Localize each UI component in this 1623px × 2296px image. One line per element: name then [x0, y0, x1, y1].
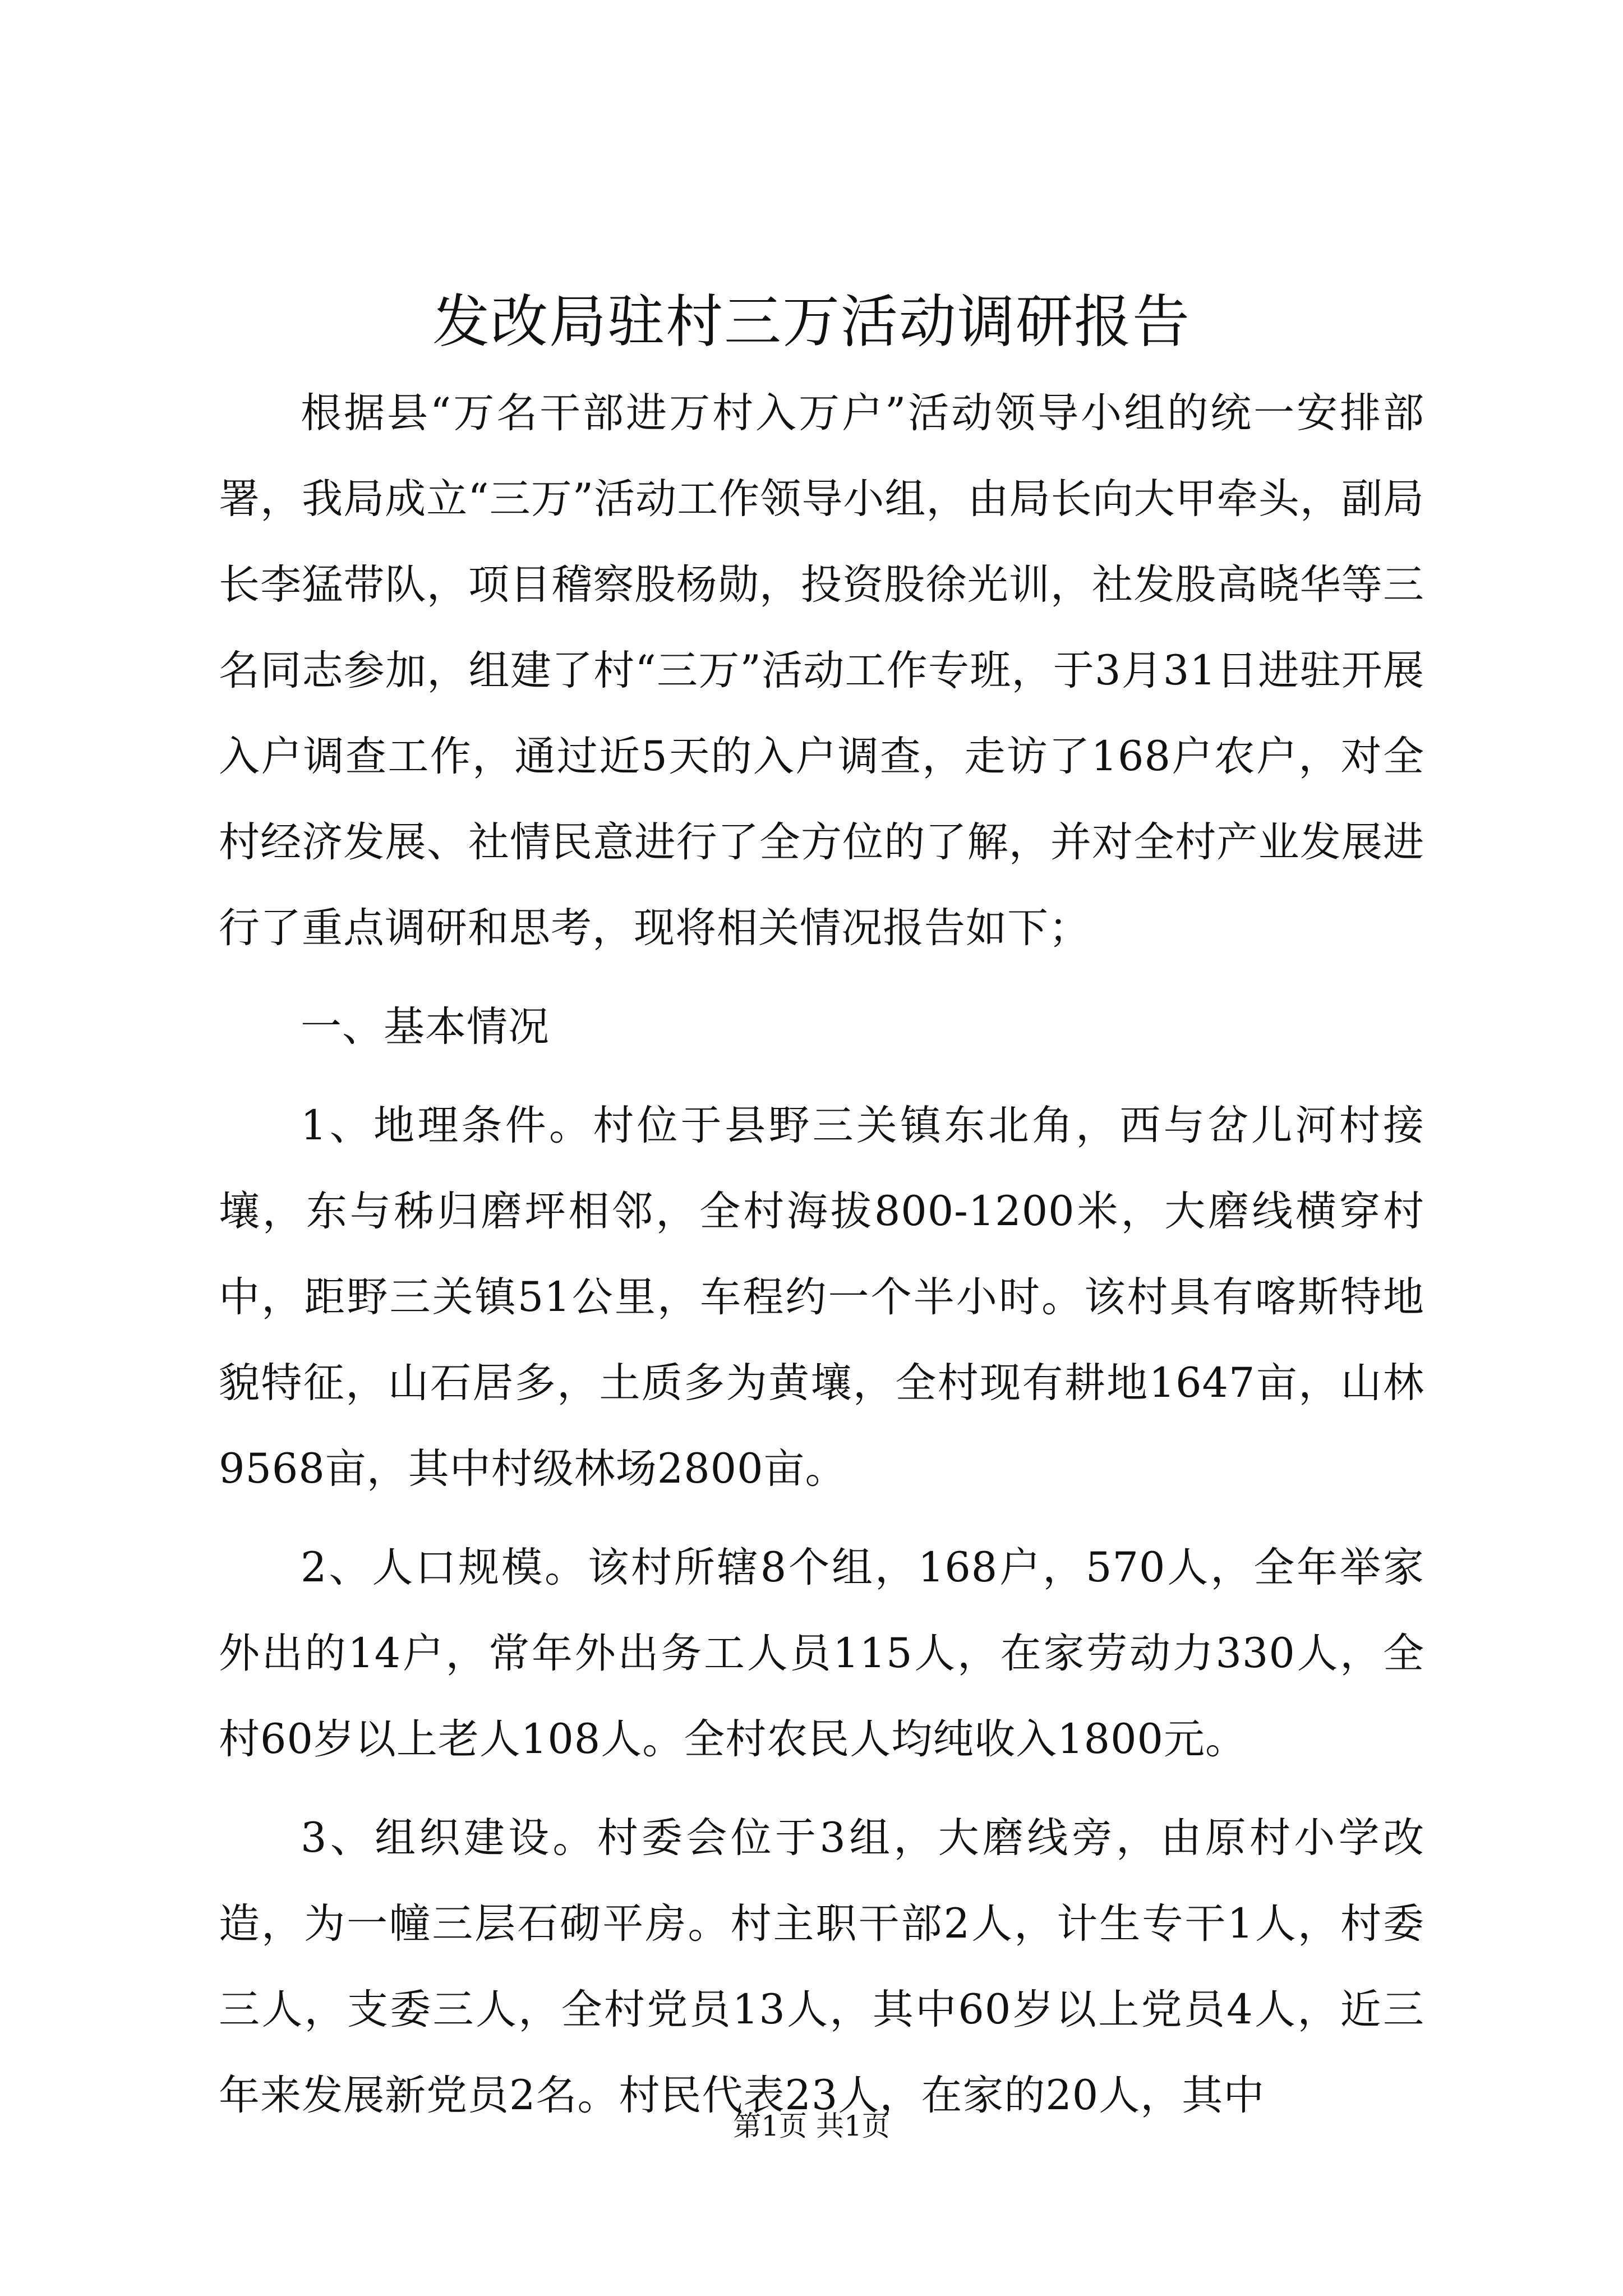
paragraph-geography: 1、地理条件。村位于县野三关镇东北角，西与岔儿河村接壤，东与秭归磨坪相邻，全村海拔800-1200米，大磨线横穿村中，距野三关镇51公里，车程约一个半小时。该村具有喀斯特地貌特征，山石居多，土质多为黄壤，全村现有耕地1647亩，山林9568亩，其中村级林场2800亩。 — [219, 1102, 1424, 1493]
paragraph-intro: 根据县“万名干部进万村入万户”活动领导小组的统一安排部署，我局成立“三万”活动工作领导小组，由局长向大甲牵头，副局长李猛带队，项目稽察股杨勋，投资股徐光训，社发股高晓华等三名同志参加，组建了村“三万”活动工作专班，于3月31日进驻开展入户调查工作，通过近5天的入户调查，走访了168户农户，对全村经济发展、社情民意进行了全方位的了解，并对全村产业发展进行了重点调研和思考，现将相关情况报告如下； — [219, 389, 1424, 952]
document-title: 发改局驻村三万活动调研报告 — [432, 289, 1191, 356]
document-body — [219, 370, 1424, 2151]
paragraph-organization: 3、组织建设。村委会位于3组，大磨线旁，由原村小学改造，为一幢三层石砌平房。村主职干部2人，计生专干1人，村委三人，支委三人，全村党员13人，其中60岁以上党员4人，近三年来发展新党员2名。村民代表23人，在家的20人，其中 — [219, 1814, 1424, 2119]
section-heading-basic-situation: 一、基本情况 — [301, 1003, 550, 1051]
page-footer: 第1页 共1页 — [733, 2110, 890, 2142]
paragraph-population: 2、人口规模。该村所辖8个组，168户，570人，全年举家外出的14户，常年外出务工人员115人，在家劳动力330人，全村60岁以上老人108人。全村农民人均纯收入1800元。 — [219, 1544, 1424, 1763]
